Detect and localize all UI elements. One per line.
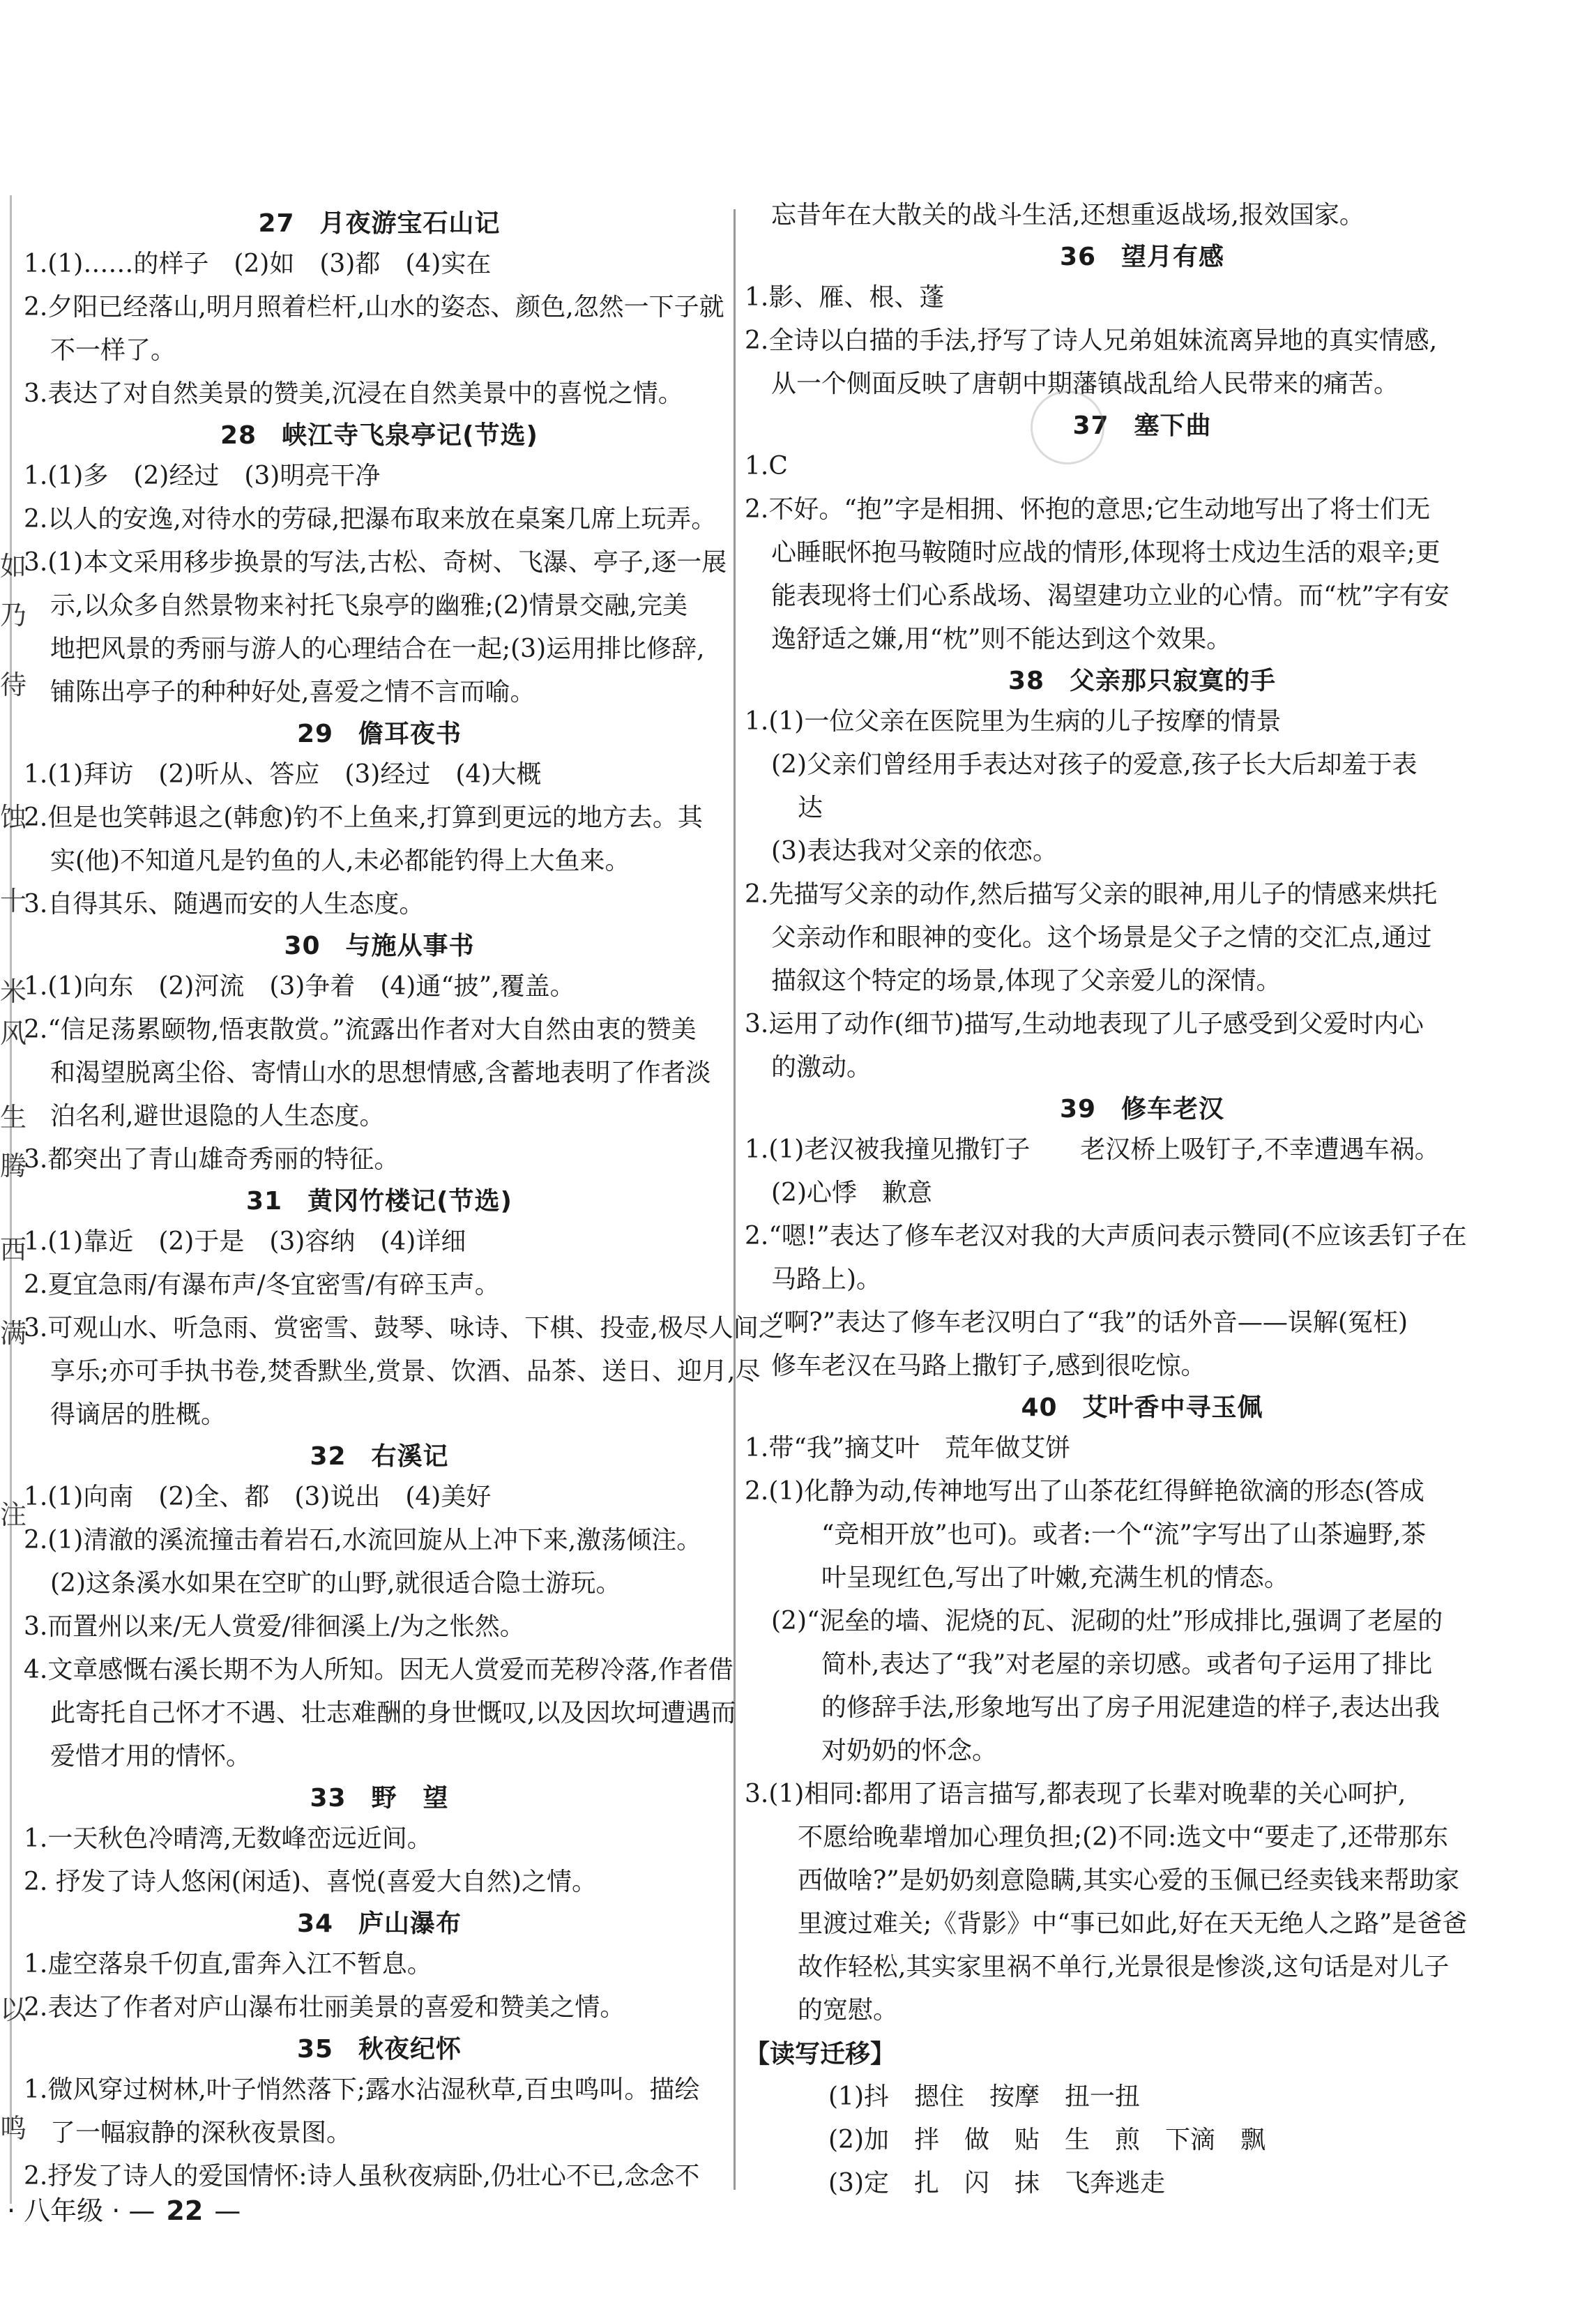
section-title-text: 修车老汉: [1121, 1095, 1225, 1123]
grade-label: · 八年级 · —: [7, 2195, 155, 2226]
answer-line: 2.抒发了诗人的爱国情怀:诗人虽秋夜病卧,仍壮心不已,念念不: [24, 2162, 700, 2191]
section-number: 27: [258, 209, 295, 238]
section-title: [24, 206, 735, 241]
answer-line: 2. 抒发了诗人悠闲(闲适)、喜悦(喜爱大自然)之情。: [24, 1868, 597, 1896]
answer-line: (2)这条溪水如果在空旷的山野,就很适合隐士游玩。: [50, 1569, 621, 1598]
section-title: [745, 664, 1540, 699]
edge-char: 腾: [0, 1151, 27, 1181]
section-title-text: 儋耳夜书: [358, 720, 462, 748]
edge-char: 西: [0, 1234, 27, 1265]
section-title-text: 望月有感: [1121, 243, 1225, 271]
edge-char: 待: [0, 669, 27, 700]
section-title-text: 父亲那只寂寞的手: [1070, 667, 1277, 695]
edge-char: 以: [0, 1995, 27, 2025]
edge-chars: [0, 0, 27, 2300]
answer-line: 2.表达了作者对庐山瀑布壮丽美景的喜爱和赞美之情。: [24, 1993, 625, 2022]
answer-line: 3.都突出了青山雄奇秀丽的特征。: [24, 1145, 400, 1174]
answer-line: 4.文章感慨右溪长期不为人所知。因无人赏爱而芜秽冷落,作者借: [24, 1656, 734, 1684]
section-number: 28: [220, 421, 257, 450]
answer-line: (2)“泥垒的墙、泥烧的瓦、泥砌的灶”形成排比,强调了老屋的: [771, 1607, 1443, 1635]
section-title-text: 艾叶香中寻玉佩: [1082, 1393, 1263, 1422]
answer-line: 1.(1)靠近 (2)于是 (3)容纳 (4)详细: [24, 1227, 466, 1256]
answer-line: 父亲动作和眼神的变化。这个场景是父子之情的交汇点,通过: [771, 923, 1432, 952]
answer-line: 2.全诗以白描的手法,抒写了诗人兄弟姐妹流离异地的真实情感,: [745, 326, 1438, 355]
answer-line: 1.(1)拜访 (2)听从、答应 (3)经过 (4)大概: [24, 760, 542, 789]
answer-line: 2.但是也笑韩退之(韩愈)钓不上鱼来,打算到更远的地方去。其: [24, 803, 703, 832]
section-30: [24, 929, 735, 1181]
section-number: 33: [310, 1784, 347, 1813]
answer-line: 3.自得其乐、随遇而安的人生态度。: [24, 890, 425, 918]
section-title: [24, 1781, 735, 1816]
answer-line: 西做啥?”是奶奶刻意隐瞒,其实心爱的玉佩已经卖钱来帮助家: [798, 1866, 1460, 1895]
section-27: [24, 206, 735, 416]
answer-line: 简朴,表达了“我”对老屋的亲切感。或者句子运用了排比: [821, 1650, 1433, 1679]
answer-line: 从一个侧面反映了唐朝中期藩镇战乱给人民带来的痛苦。: [771, 370, 1399, 398]
section-number: 29: [296, 720, 334, 748]
section-29: [24, 717, 735, 926]
answer-line: 心睡眠怀抱马鞍随时应战的情形,体现将士戍边生活的艰辛;更: [771, 538, 1441, 567]
section-number: 40: [1021, 1393, 1058, 1422]
answer-line: 泊名利,避世退隐的人生态度。: [50, 1102, 385, 1130]
section-title-text: 庐山瀑布: [358, 1909, 462, 1938]
answer-line: 得谪居的胜概。: [50, 1400, 227, 1429]
section-title: [24, 929, 735, 964]
footer-dash: —: [214, 2195, 241, 2226]
answer-line: “啊?”表达了修车老汉明白了“我”的话外音——误解(冤枉): [771, 1308, 1408, 1337]
answer-line: 的激动。: [771, 1053, 872, 1082]
section-37: [745, 409, 1540, 661]
answer-line: 描叙这个特定的场景,体现了父亲爱儿的深情。: [771, 967, 1282, 995]
section-title: [24, 1184, 735, 1219]
section-number: 37: [1072, 411, 1109, 440]
answer-line: 的修辞手法,形象地写出了房子用泥建造的样子,表达出我: [821, 1693, 1440, 1722]
answer-line: 1.(1)多 (2)经过 (3)明亮干净: [24, 462, 381, 490]
answer-line: 3.表达了对自然美景的赞美,沉浸在自然美景中的喜悦之情。: [24, 379, 683, 408]
answer-line: 2.“信足荡累颐物,悟衷散赏。”流露出作者对大自然由衷的赞美: [24, 1015, 697, 1044]
answer-line: 3.运用了动作(细节)描写,生动地表现了儿子感受到父爱时内心: [745, 1010, 1424, 1038]
section-number: 35: [296, 2035, 334, 2064]
answer-line: 3.(1)本文采用移步换景的写法,古松、奇树、飞瀑、亭子,逐一展: [24, 548, 727, 577]
answer-line: 地把风景的秀丽与游人的心理结合在一起;(3)运用排比修辞,: [50, 635, 705, 663]
answer-line: 叶呈现红色,写出了叶嫩,充满生机的情态。: [821, 1564, 1289, 1592]
section-title: [745, 240, 1540, 275]
read-write-heading: 【读写迁移】: [745, 2039, 896, 2068]
section-number: 30: [284, 932, 321, 960]
answer-line: 1.(1)……的样子 (2)如 (3)都 (4)实在: [24, 250, 492, 278]
answer-line: 3.(1)相同:都用了语言描写,都表现了长辈对晚辈的关心呵护,: [745, 1780, 1406, 1808]
answer-line: 3.而置州以来/无人赏爱/徘徊溪上/为之怅然。: [24, 1612, 525, 1641]
section-title-text: 与施从事书: [345, 932, 475, 960]
read-write-transfer: [745, 2032, 1540, 2205]
answer-line: (3)表达我对父亲的依恋。: [771, 837, 1058, 865]
answer-line: 马路上)。: [771, 1265, 882, 1294]
answer-line: 1.一天秋色冷晴湾,无数峰峦远近间。: [24, 1824, 432, 1853]
answer-line: 的宽慰。: [798, 1996, 899, 2025]
answer-line: 里渡过难关;《背影》中“事已如此,好在天无绝人之路”是爸爸: [798, 1909, 1468, 1938]
section-34: [24, 1907, 735, 2029]
answer-line: 1.(1)向南 (2)全、都 (3)说出 (4)美好: [24, 1483, 492, 1511]
section-35: [24, 2032, 735, 2198]
section-38: [745, 664, 1540, 1089]
section-32: [24, 1439, 735, 1778]
right-column: [745, 194, 1540, 2205]
section-number: 38: [1008, 667, 1045, 695]
answer-line: 不愿给晚辈增加心理负担;(2)不同:选文中“要走了,还带那东: [798, 1823, 1449, 1852]
section-39: [745, 1092, 1540, 1388]
section-33: [24, 1781, 735, 1904]
answer-line: 1.(1)向东 (2)河流 (3)争着 (4)通“披”,覆盖。: [24, 972, 575, 1001]
answer-line: 1.微风穿过树林,叶子悄然落下;露水沾湿秋草,百虫鸣叫。描绘: [24, 2075, 700, 2104]
answer-line: 1.(1)老汉被我撞见撒钉子 老汉桥上吸钉子,不幸遭遇车祸。: [745, 1135, 1440, 1164]
section-title-text: 野 望: [371, 1784, 449, 1813]
answer-line: 逸舒适之嫌,用“枕”则不能达到这个效果。: [771, 625, 1232, 653]
section-title-text: 塞下曲: [1134, 411, 1212, 440]
edge-char: 注: [0, 1499, 27, 1530]
answer-line: 2.(1)化静为动,传神地写出了山茶花红得鲜艳欲滴的形态(答成: [745, 1477, 1424, 1506]
edge-char: 米: [0, 976, 27, 1007]
section-number: 36: [1059, 243, 1097, 271]
section-title: [24, 418, 735, 453]
answer-line: 了一幅寂静的深秋夜景图。: [50, 2119, 352, 2147]
section-40: [745, 1391, 1540, 2032]
answer-line: (3)定 扎 闪 抹 飞奔逃走: [828, 2169, 1165, 2197]
answer-line: 1.影、雁、根、蓬: [745, 283, 945, 312]
edge-char: 生: [0, 1102, 27, 1133]
answer-line: (1)抖 摁住 按摩 扭一扭: [828, 2082, 1140, 2111]
answer-line: 享乐;亦可手执书卷,焚香默坐,赏景、饮酒、品茶、送日、迎月,尽: [50, 1357, 761, 1386]
watermark-stamp-icon: [1031, 391, 1104, 464]
answer-line: 达: [798, 794, 823, 822]
answer-line: 2.不好。“抱”字是相拥、怀抱的意思;它生动地写出了将士们无: [745, 495, 1431, 524]
continued-line: 忘昔年在大散关的战斗生活,还想重返战场,报效国家。: [771, 201, 1365, 229]
answer-line: 2.夏宜急雨/有瀑布声/冬宜密雪/有碎玉声。: [24, 1271, 500, 1299]
section-number: 32: [310, 1442, 347, 1471]
answer-line: “竞相开放”也可)。或者:一个“流”字写出了山茶遍野,茶: [821, 1520, 1427, 1549]
answer-line: (2)父亲们曾经用手表达对孩子的爱意,孩子长大后却羞于表: [771, 750, 1418, 779]
section-title-text: 峡江寺飞泉亭记(节选): [282, 421, 539, 450]
answer-line: 3.可观山水、听急雨、赏密雪、鼓琴、咏诗、下棋、投壶,极尽人间之: [24, 1314, 784, 1342]
answer-line: 1.带“我”摘艾叶 荒年做艾饼: [745, 1434, 1071, 1462]
answer-line: 能表现将士们心系战场、渴望建功立业的心情。而“枕”字有安: [771, 582, 1450, 610]
section-28: [24, 418, 735, 714]
answer-line: 2.夕阳已经落山,明月照着栏杆,山水的姿态、颜色,忽然一下子就: [24, 293, 724, 321]
answer-line: 1.虚空落泉千仞直,雷奔入江不暂息。: [24, 1950, 432, 1979]
answer-line: 1.C: [745, 452, 788, 481]
edge-char: 风: [0, 1018, 27, 1049]
edge-char: 鸣: [0, 2113, 27, 2144]
section-title: [24, 717, 735, 752]
section-title: [24, 2032, 735, 2067]
answer-line: (2)加 拌 做 贴 生 煎 下滴 飘: [828, 2126, 1266, 2154]
answer-line: 故作轻松,其实家里祸不单行,光景很是惨淡,这句话是对儿子: [798, 1953, 1450, 1981]
section-title: [24, 1439, 735, 1474]
section-title: [24, 1907, 735, 1942]
answer-line: 1.(1)一位父亲在医院里为生病的儿子按摩的情景: [745, 707, 1282, 736]
section-title: [745, 1391, 1540, 1425]
section-title: [745, 409, 1540, 444]
section-title-text: 右溪记: [371, 1442, 449, 1471]
section-title-text: 黄冈竹楼记(节选): [307, 1187, 513, 1216]
edge-char: 乃: [0, 600, 27, 630]
edge-char: 蚀: [0, 802, 27, 833]
section-title-text: 月夜游宝石山记: [319, 209, 501, 238]
answer-line: 爱惜才用的情怀。: [50, 1742, 252, 1771]
answer-line: 2.“嗯!”表达了修车老汉对我的大声质问表示赞同(不应该丢钉子在: [745, 1222, 1467, 1250]
answer-line: 铺陈出亭子的种种好处,喜爱之情不言而喻。: [50, 678, 535, 706]
section-number: 31: [245, 1187, 283, 1216]
answer-line: 示,以众多自然景物来衬托飞泉亭的幽雅;(2)情景交融,完美: [50, 591, 688, 620]
edge-char: 如: [0, 551, 27, 582]
page-footer: [7, 2190, 241, 2232]
section-title: [745, 1092, 1540, 1127]
answer-line: 实(他)不知道凡是钓鱼的人,未必都能钓得上大鱼来。: [50, 847, 630, 875]
section-36: [745, 240, 1540, 406]
answer-line: 2.(1)清澈的溪流撞击着岩石,水流回旋从上冲下来,激荡倾注。: [24, 1526, 702, 1554]
answer-line: 2.先描写父亲的动作,然后描写父亲的眼神,用儿子的情感来烘托: [745, 880, 1438, 909]
answer-line: 2.以人的安逸,对待水的劳碌,把瀑布取来放在桌案几席上玩弄。: [24, 505, 717, 534]
answer-line: 和渴望脱离尘俗、寄情山水的思想情感,含蓄地表明了作者淡: [50, 1059, 711, 1087]
edge-char: 十: [0, 886, 27, 916]
edge-char: 满: [0, 1318, 27, 1349]
answer-line: 修车老汉在马路上撒钉子,感到很吃惊。: [771, 1352, 1206, 1380]
page-number: 22: [166, 2195, 204, 2226]
answer-line: 不一样了。: [50, 336, 176, 365]
section-number: 39: [1059, 1095, 1097, 1123]
answer-line: 对奶奶的怀念。: [821, 1737, 998, 1765]
section-31: [24, 1184, 784, 1437]
answer-line: 此寄托自己怀才不遇、壮志难酬的身世慨叹,以及因坎坷遭遇而: [50, 1699, 736, 1727]
answer-line: (2)心悸 歉意: [771, 1179, 932, 1207]
section-number: 34: [296, 1909, 334, 1938]
section-title-text: 秋夜纪怀: [358, 2035, 462, 2064]
